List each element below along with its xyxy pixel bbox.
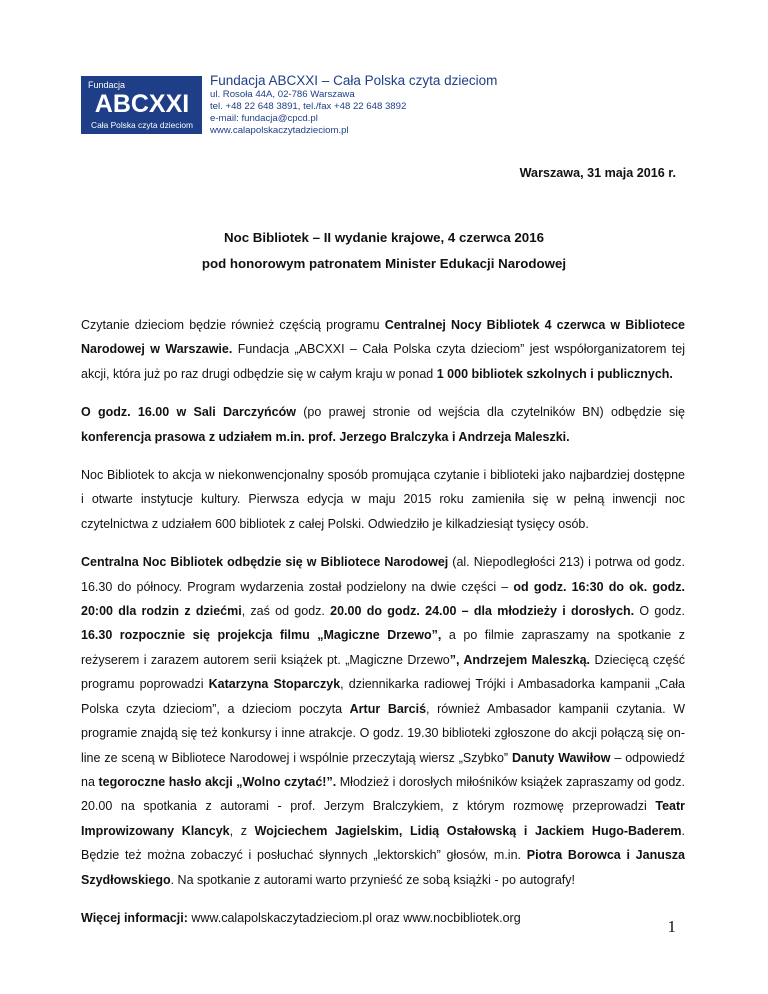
p4-s18: Młodzież i dorosłych miłośników książek zapraszamy od godz. 20.00 na spotkania z autorami - prof. Jerzym Bralczykiem, z którym rozmowę przeprowadzi [81, 774, 685, 814]
org-email: e-mail: fundacja@cpcd.pl [210, 113, 318, 124]
org-address: ul. Rosoła 44A, 02-786 Warszawa [210, 89, 355, 100]
body-text [81, 313, 685, 944]
paragraph-5 [81, 906, 685, 930]
logo-main-text: ABCXXI [94, 90, 190, 118]
p4-s8: a po filmie zapraszamy na spotkanie z reżyserem i zarazem autorem serii książek pt. „Magiczne Drzewo [81, 628, 685, 667]
more-info-label: Więcej informacji: [81, 910, 188, 925]
p2-bold-a: O godz. 16.00 w Sali Darczyńców [81, 405, 296, 420]
p4-s19: Teatr Improwizowany Klancyk [81, 799, 685, 838]
logo-top-text: Fundacja [88, 80, 126, 90]
paragraph-3: Noc Bibliotek to akcja w niekonwencjonalny sposób promująca czytanie i biblioteki jako najbardziej dostępne i otwarte instytucje kultury. Pierwsza edycja w maju 2015 roku zamieniła się w pełną inwencji noc czytelnictwa z udziałem 600 bibliotek z całej Polski. Odwiedziło je kilkadziesiąt tysięcy osób. [81, 468, 685, 531]
p1-text-c: Fundacja „ABCXXI – Cała Polska czyta dzieciom” jest współorganizatorem tej akcji, która już po raz drugi odbędzie się w całym kraju w ponad [81, 342, 685, 381]
org-website: www.calapolskaczytadzieciom.pl [210, 125, 349, 136]
paragraph-4 [81, 550, 685, 892]
p2-text-b: (po prawej stronie od wejścia dla czytelników BN) odbędzie się [295, 405, 685, 420]
p2-bold-c: konferencja prasowa z udziałem m.in. prof. Jerzego Bralczyka i Andrzeja Maleszki. [81, 429, 570, 444]
p4-s16: – odpowiedź na [81, 750, 685, 789]
p4-s6: O godz. [634, 604, 685, 619]
p4-s13: Artur Barciś [349, 701, 427, 716]
p4-s11: Katarzyna Stoparczyk [208, 677, 341, 692]
p1-bold-d: 1 000 bibliotek szkolnych i publicznych. [436, 366, 673, 381]
document-date: Warszawa, 31 maja 2016 r. [519, 166, 676, 180]
paragraph-2 [81, 400, 685, 449]
p4-s21: Wojciechem Jagielskim, Lidią Ostałowską i Jackiem Hugo-Baderem [254, 823, 682, 838]
page-number: 1 [667, 917, 676, 936]
p4-s12: , dziennikarka radiowej Trójki i Ambasadorka kampanii „Cała Polska czyta dzieciom”, a dzieciom poczyta [81, 677, 686, 716]
more-info-links: www.calapolskaczytadzieciom.pl oraz www.nocbibliotek.org [187, 910, 521, 925]
document-title: Noc Bibliotek – II wydanie krajowe, 4 czerwca 2016 [223, 230, 544, 245]
p4-s20: , z [229, 823, 255, 838]
p1-text-a: Czytanie dzieciom będzie również częścią programu [81, 318, 385, 332]
p4-s4: , zaś od godz. [241, 604, 331, 619]
org-phone: tel. +48 22 648 3891, tel./fax +48 22 648 3892 [210, 101, 407, 112]
p4-s9: ”, Andrzejem Maleszką. [449, 652, 591, 667]
p4-s23: Piotra Borowca i Janusza Szydłowskiego [81, 848, 685, 887]
logo-bottom-text: Cała Polska czyta dzieciom [91, 120, 193, 130]
document-subtitle: pod honorowym patronatem Minister Edukacji Narodowej [201, 256, 567, 271]
p4-s10: Dziecięcą część programu poprowadzi [81, 652, 685, 692]
letterhead-contact [210, 72, 497, 137]
p4-s17: tegoroczne hasło akcji „Wolno czytać!”. [98, 774, 337, 789]
p4-s7: 16.30 rozpocznie się projekcja filmu „Magiczne Drzewo”, [81, 628, 442, 643]
p4-s2: (al. Niepodległości 213) i potrwa od godz. 16.30 do północy. Program wydarzenia został podzielony na dwie części – [81, 555, 685, 594]
p4-s3: od godz. 16:30 do ok. godz. 20:00 dla rodzin z dziećmi [81, 579, 685, 619]
p4-s22: . Będzie też można zobaczyć i posłuchać słynnych „lektorskich” głosów, m.in. [81, 823, 685, 863]
p4-s5: 20.00 do godz. 24.00 – dla młodzieży i dorosłych. [330, 604, 635, 619]
foundation-logo [81, 76, 202, 134]
p1-bold-b: Centralnej Nocy Bibliotek 4 czerwca w Bibliotece Narodowej w Warszawie. [81, 318, 685, 357]
paragraph-1 [81, 313, 685, 386]
p4-s14: , również Ambasador kampanii czytania. W programie znajdą się też konkursy i inne atrakcje. O godz. 19.30 biblioteki zgłoszone do akcji połączą się on-line ze sceną w Bibliotece Narodowej i wspólnie przeczytają wiersz „Szybko” [81, 701, 686, 765]
p4-s1: Centralna Noc Bibliotek odbędzie się w Bibliotece Narodowej [81, 555, 449, 570]
org-name: Fundacja ABCXXI – Cała Polska czyta dzieciom [210, 73, 498, 88]
p4-s15: Danuty Wawiłow [511, 750, 611, 765]
p4-s24: . Na spotkanie z autorami warto przynieść ze sobą książki - po autografy! [170, 872, 575, 887]
